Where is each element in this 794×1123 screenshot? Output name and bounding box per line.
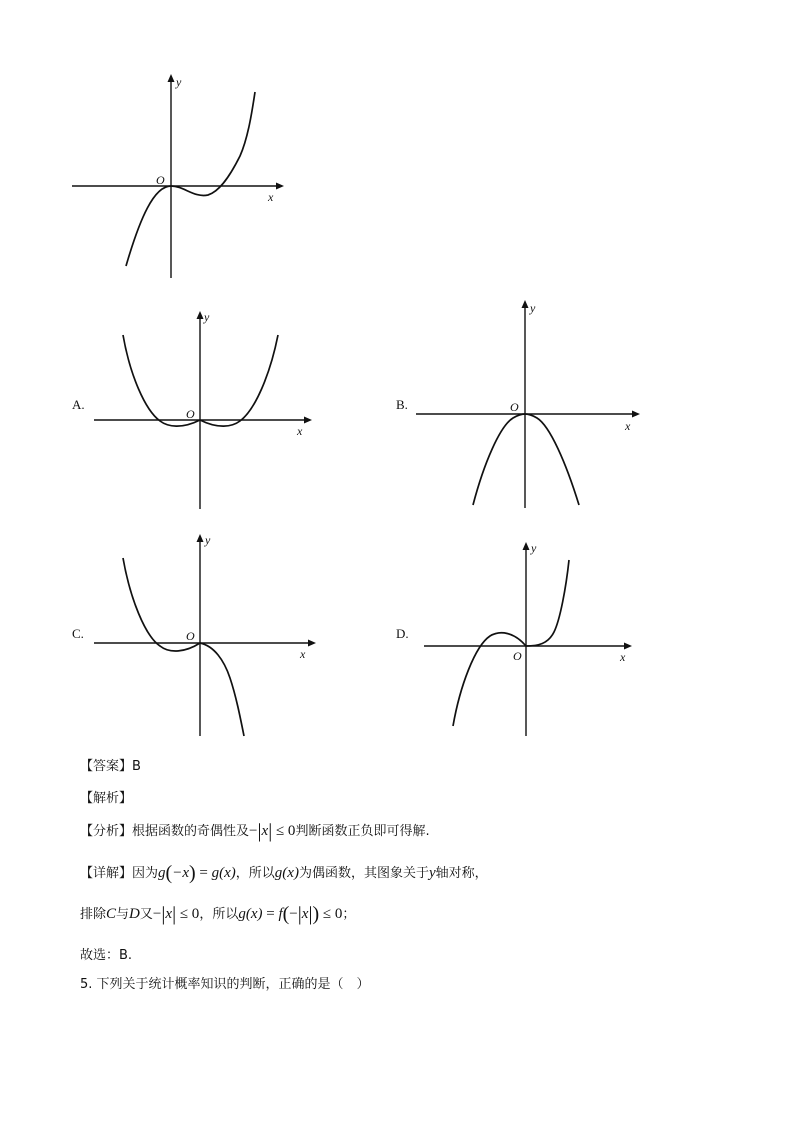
question5-text: 下列关于统计概率知识的判断，正确的是（ ） (96, 977, 370, 992)
y-label: y (531, 541, 537, 555)
guxuan-text: 故选：B. (80, 948, 133, 963)
paichu-minus2: − (289, 906, 298, 922)
xiangjie-paren-r: ) (188, 862, 196, 884)
xiangjie-paren-l: ( (165, 862, 173, 884)
paichu-paren-l: ( (282, 903, 290, 925)
fenxi-minus: − (249, 823, 258, 839)
answer-line (80, 755, 141, 774)
paichu-paren-r: ) (312, 903, 320, 925)
xiangjie-neg-x: −x (172, 865, 189, 881)
origin-label: O (513, 649, 522, 663)
paichu-x: x (165, 906, 173, 922)
paichu-t1: 排除 (80, 907, 107, 922)
origin-label: O (156, 173, 165, 187)
x-axis-arrow (632, 411, 640, 418)
analysis-tag: 【解析】 (80, 791, 133, 806)
fenxi-before: 根据函数的奇偶性及 (132, 824, 250, 839)
paichu-gx: (x) (245, 906, 263, 922)
fenxi-bar-left: | (257, 820, 262, 842)
x-label: x (625, 419, 631, 433)
x-axis-arrow (276, 183, 284, 190)
paichu-c: C (106, 906, 117, 922)
paichu-bar-l: | (161, 903, 166, 925)
y-axis-arrow (197, 534, 204, 542)
y-label: y (530, 301, 536, 315)
x-axis-arrow (308, 640, 316, 647)
y-axis-arrow (168, 74, 175, 82)
function-curve-b (473, 414, 579, 505)
fenxi-tag: 【分析】 (80, 824, 133, 839)
paichu-end: ； (342, 907, 356, 922)
problem-graph-svg (60, 70, 300, 285)
function-curve-c (123, 558, 244, 736)
paichu-g: g (238, 906, 246, 922)
paichu-d: D (129, 906, 140, 922)
y-label: y (204, 310, 210, 324)
xiangjie-suoyi: ，所以 (235, 866, 275, 881)
origin-label: O (186, 629, 195, 643)
xiangjie-rest2: 轴对称， (435, 866, 488, 881)
option-a-label: A. (72, 397, 85, 412)
y-label: y (205, 533, 211, 547)
origin-label: O (510, 400, 519, 414)
y-axis-arrow (197, 311, 204, 319)
x-label: x (268, 190, 274, 204)
paichu-bar-r: | (172, 903, 177, 925)
origin-label: O (186, 407, 195, 421)
paichu-f: f (278, 906, 283, 922)
fenxi-after: 判断函数正负即可得解. (295, 824, 430, 839)
option-c-label: C. (72, 626, 84, 641)
paichu-line (80, 903, 355, 926)
xiangjie-gx-arg2: (x) (282, 865, 299, 881)
function-curve-d (453, 560, 569, 726)
option-a-svg (90, 305, 320, 515)
fenxi-rel: ≤ 0 (272, 823, 296, 839)
function-curve (126, 92, 255, 266)
fenxi-bar-right: | (268, 820, 273, 842)
xiangjie-gx-arg: (x) (219, 865, 236, 881)
x-axis-arrow (624, 643, 632, 650)
xiangjie-g3: g (274, 865, 283, 881)
paichu-minus: − (152, 906, 162, 922)
y-axis-arrow (523, 542, 530, 550)
option-c-svg (90, 528, 320, 740)
paichu-rel: ≤ 0 (176, 906, 200, 922)
xiangjie-g2: g (211, 865, 220, 881)
paichu-bar-l2: | (297, 903, 302, 925)
paichu-you: 又 (139, 907, 153, 922)
answer-value: B (132, 759, 141, 774)
question5-num: 5. (80, 977, 93, 992)
x-label: x (297, 424, 303, 438)
xiangjie-g1: g (158, 865, 166, 881)
x-axis-arrow (304, 417, 312, 424)
xiangjie-eq: = (195, 865, 212, 881)
option-c-graph (90, 528, 320, 740)
option-d-svg (420, 536, 645, 741)
answer-tag: 【答案】 (80, 759, 133, 774)
option-d-graph (420, 536, 645, 741)
paichu-yu: 与 (116, 907, 130, 922)
question5-line (80, 973, 370, 992)
problem-graph (60, 70, 300, 285)
y-axis-arrow (522, 300, 529, 308)
option-b-label: B. (396, 397, 408, 412)
x-label: x (300, 647, 306, 661)
paichu-suoyi: ，所以 (199, 907, 239, 922)
guxuan-line (80, 944, 132, 963)
option-b-graph (412, 298, 647, 513)
xiangjie-y: y (428, 865, 436, 881)
xiangjie-yinwei: 因为 (132, 866, 159, 881)
paichu-bar-r2: | (308, 903, 313, 925)
paichu-eq: = (262, 906, 279, 922)
x-label: x (620, 650, 626, 664)
fenxi-line (80, 820, 430, 843)
option-d-label: D. (396, 626, 409, 641)
paichu-x2: x (301, 906, 309, 922)
option-b-svg (412, 298, 647, 513)
y-label: y (176, 75, 182, 89)
xiangjie-rest: 为偶函数，其图象关于 (298, 866, 429, 881)
xiangjie-tag: 【详解】 (80, 866, 133, 881)
option-a-graph (90, 305, 320, 515)
paichu-rel2: ≤ 0 (319, 906, 343, 922)
xiangjie-line (80, 862, 488, 885)
fenxi-x: x (261, 823, 269, 839)
analysis-line (80, 787, 132, 806)
